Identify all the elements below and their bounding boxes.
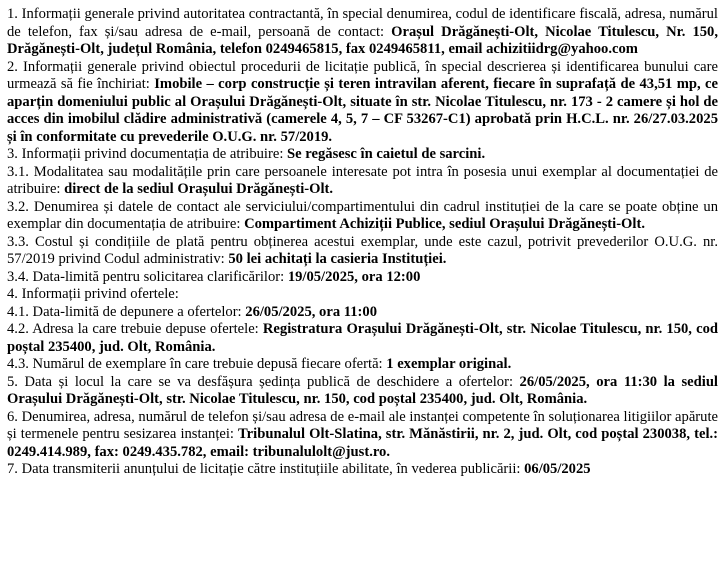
section-4-offers-info (7, 286, 718, 304)
section-2-value: Imobile – corp construcție și teren intravilan aferent, fiecare în suprafață de 43,51 mp, ce aparțin domeniului public al Orașului Drăgănești-Olt, situate în str. Nicolae Titulescu, nr. 173 - 2 camere și hol de acces din imobilul clădire administrativă (camerele 4, 5, 7 – CF 53267-C1) aprobată prin H.C.L. nr. 26/27.03.2025 și în conformitate cu prevederile O.U.G. nr. 57/2019. (7, 76, 718, 145)
section-4-2-label: 4.2. Adresa la care trebuie depuse ofertele: (7, 321, 263, 337)
section-1-value: Orașul Drăgănești-Olt, Nicolae Titulescu, Nr. 150, Drăgănești-Olt, județul România, telefon 0249465815, fax 0249465811, email achizitiidrg@yahoo.com (7, 23, 718, 57)
section-4-3-label: 4.3. Numărul de exemplare în care trebuie depusă fiecare ofertă: (7, 356, 387, 372)
section-3-4-value: 19/05/2025, ora 12:00 (287, 268, 421, 285)
section-2-object-description (7, 59, 718, 147)
section-3-1-label: 3.1. Modalitatea sau modalitățile prin care persoanele interesate pot intra în posesia unui exemplar al documentației de atribuire: (7, 163, 718, 197)
section-7-label: 7. Data transmiterii anunțului de licitație către instituțiile abilitate, în vederea publicării: (7, 461, 525, 477)
section-3-2-contact-department (7, 199, 718, 234)
section-3-2-value: Compartiment Achiziții Publice, sediul Orașului Drăgănești-Olt. (244, 216, 645, 232)
section-4-label: 4. Informații privind ofertele: (7, 286, 179, 302)
section-4-1-submission-deadline (7, 304, 718, 322)
section-4-2-submission-address (7, 321, 718, 356)
section-4-2-value: Registratura Orașului Drăgănești-Olt, str. Nicolae Titulescu, nr. 150, cod poștal 235400, jud. Olt, România. (7, 321, 718, 355)
section-3-4-label: 3.4. Data-limită pentru solicitarea clarificărilor: (7, 268, 288, 285)
section-3-label: 3. Informații privind documentația de atribuire: (7, 146, 288, 162)
section-6-competent-court (7, 409, 718, 462)
section-1-contracting-authority (7, 6, 718, 59)
section-3-3-value: 50 lei achitați la casieria Instituției. (228, 251, 447, 267)
section-3-3-label: 3.3. Costul și condițiile de plată pentru obținerea acestui exemplar, unde este cazul, potrivit prevederilor O.U.G. nr. 57/2019 privind Codul administrativ: (7, 233, 718, 267)
section-6-value: Tribunalul Olt-Slatina, str. Mănăstirii, nr. 2, jud. Olt, cod poștal 230038, tel.: 0249.414.989, fax: 0249.435.782, email: tribunalulolt@just.ro. (7, 426, 719, 460)
section-4-3-value: 1 exemplar original. (386, 356, 512, 372)
section-7-transmission-date (7, 461, 718, 479)
section-7-value: 06/05/2025 (524, 461, 591, 477)
section-1-label: 1. Informații generale privind autoritatea contractantă, în special denumirea, codul de identificare fiscală, adresa, numărul de telefon, fax și/sau adresa de e-mail, persoană de contact: (7, 6, 718, 40)
section-3-4-clarification-deadline (7, 269, 718, 287)
section-3-2-label: 3.2. Denumirea și datele de contact ale serviciului/compartimentului din cadrul instituției de la care se poate obține un exemplar din documentația de atribuire: (7, 198, 718, 232)
section-5-label: 5. Data și locul la care se va desfășura ședința publică de deschidere a ofertelor: (7, 373, 520, 390)
section-3-award-documentation (7, 146, 718, 164)
section-4-3-copies-count (7, 356, 718, 374)
section-3-1-access-modality (7, 164, 718, 199)
section-2-label: 2. Informații generale privind obiectul procedurii de licitație publică, în special descrierea și identificarea bunului care urmează să fie închiriat: (7, 58, 718, 92)
section-4-1-label: 4.1. Data-limită de depunere a ofertelor: (7, 303, 246, 320)
section-5-opening-session (7, 374, 718, 409)
section-5-value: 26/05/2025, ora 11:30 la sediul Orașului Drăgănești-Olt, str. Nicolae Titulescu, nr. 150, cod poștal 235400, jud. Olt, România. (7, 373, 718, 407)
section-4-1-value: 26/05/2025, ora 11:00 (245, 303, 378, 320)
section-3-1-value: direct de la sediul Orașului Drăgănești-Olt. (64, 181, 334, 197)
section-3-value: Se regăsesc în caietul de sarcini. (287, 146, 486, 162)
section-6-label: 6. Denumirea, adresa, numărul de telefon și/sau adresa de e-mail ale instanței competente în soluționarea litigiilor apărute și termenele pentru sesizarea instanței: (7, 408, 718, 442)
section-3-3-cost-conditions (7, 234, 718, 269)
